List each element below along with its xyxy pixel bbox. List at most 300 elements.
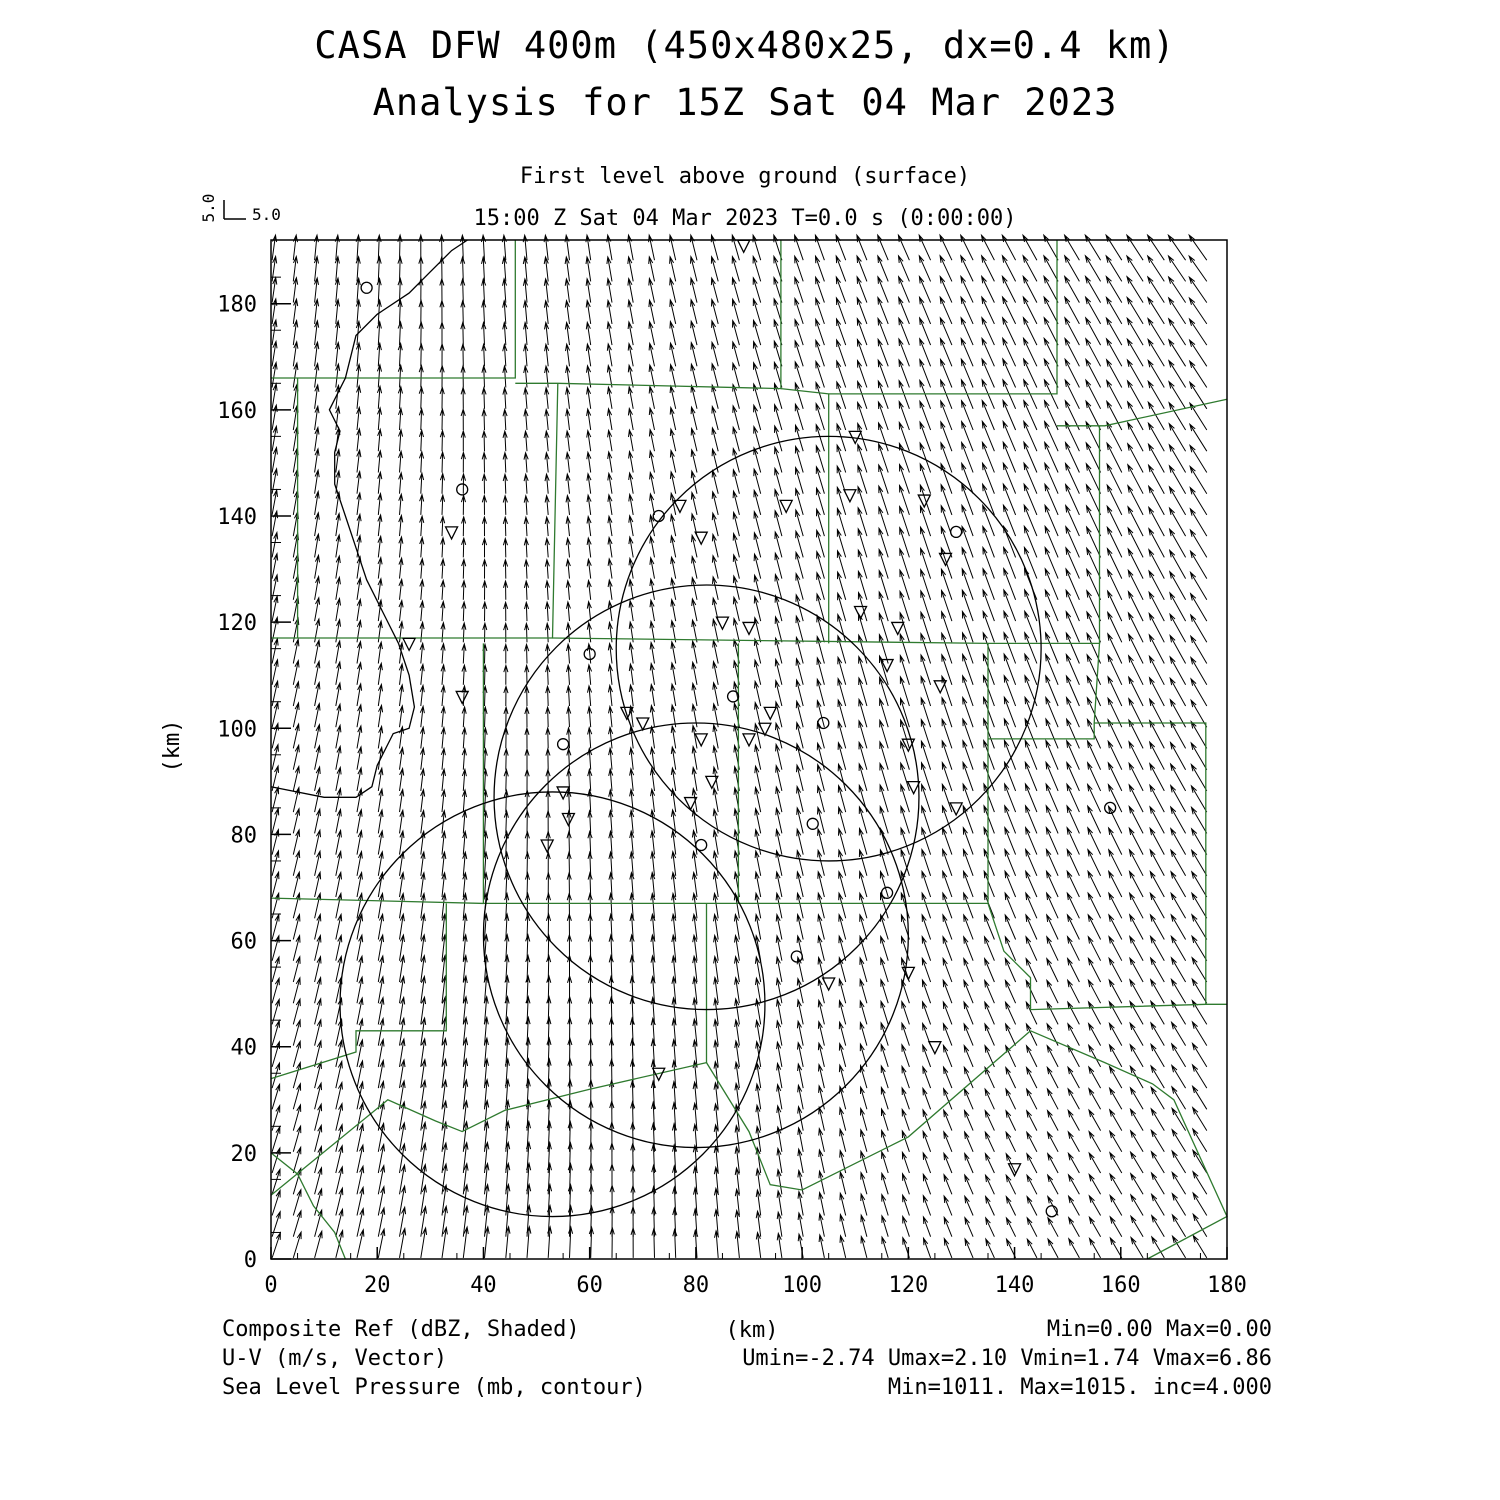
wind-vector: [671, 768, 675, 791]
wind-vector: [503, 410, 507, 431]
wind-vector: [420, 473, 424, 494]
wind-vector: [315, 619, 320, 642]
wind-vector: [1189, 298, 1206, 324]
wind-vector: [1151, 1152, 1164, 1173]
wind-vector: [964, 1046, 973, 1067]
wind-vector: [860, 958, 867, 982]
wind-vector: [272, 1021, 279, 1046]
wind-vector: [629, 580, 633, 600]
wind-vector: [524, 431, 528, 451]
wind-vector: [483, 623, 487, 642]
wind-vector: [1089, 1002, 1101, 1025]
wind-vector: [860, 893, 867, 918]
wind-vector: [1131, 1152, 1144, 1173]
wind-vector: [1131, 1238, 1143, 1258]
wind-vector: [1192, 1022, 1206, 1046]
wind-vector: [504, 790, 508, 812]
wind-vector: [1129, 828, 1143, 855]
wind-vector: [902, 1066, 909, 1088]
wind-vector: [1047, 1089, 1058, 1109]
wind-vector: [818, 1022, 824, 1046]
wind-vector: [1149, 635, 1164, 664]
wind-vector: [964, 959, 973, 982]
wind-vector: [1109, 850, 1122, 876]
wind-vector: [525, 749, 529, 770]
wind-vector: [671, 726, 676, 748]
wind-vector: [754, 512, 761, 536]
wind-vector: [902, 1131, 909, 1152]
wind-vector: [399, 685, 403, 706]
wind-vector: [1110, 1153, 1122, 1173]
wind-vector: [671, 578, 676, 599]
wind-vector: [442, 894, 446, 919]
wind-vector: [482, 538, 486, 557]
wind-vector: [314, 257, 318, 282]
wind-vector: [420, 622, 424, 642]
wind-vector: [336, 321, 340, 345]
wind-vector: [734, 619, 740, 643]
wind-vector: [293, 767, 299, 791]
wind-vector: [651, 810, 655, 833]
wind-vector: [1109, 893, 1122, 918]
wind-vector: [903, 1217, 910, 1237]
wind-vector: [1027, 1239, 1037, 1258]
wind-vector: [671, 747, 675, 770]
wind-vector: [691, 407, 697, 430]
wind-vector: [357, 663, 362, 685]
wind-vector: [315, 555, 320, 578]
wind-vector: [671, 663, 676, 685]
wind-vector: [420, 727, 424, 748]
wind-vector: [462, 707, 466, 727]
wind-vector: [881, 980, 888, 1004]
wind-vector: [733, 512, 739, 536]
wind-vector: [1027, 1111, 1037, 1131]
wind-vector: [440, 235, 444, 260]
wind-vector: [609, 727, 613, 748]
wind-vector: [649, 279, 655, 303]
wind-vector: [1002, 256, 1015, 282]
wind-vector: [545, 366, 549, 387]
wind-vector: [940, 235, 952, 260]
wind-vector: [818, 979, 824, 1003]
wind-vector: [336, 641, 341, 664]
wind-vector: [293, 1041, 300, 1067]
wind-vector: [293, 661, 299, 685]
wind-vector: [629, 601, 633, 621]
wind-vector: [378, 429, 382, 451]
wind-vector: [628, 300, 633, 324]
wind-vector: [462, 581, 466, 600]
wind-vector: [922, 980, 930, 1003]
y-tick-label: 100: [217, 717, 257, 743]
wind-vector: [315, 640, 320, 663]
field2-stats: Umin=-2.74 Umax=2.10 Vmin=1.74 Vmax=6.86: [742, 1346, 1272, 1371]
wind-vector: [1023, 235, 1037, 260]
wind-vector: [1089, 1132, 1101, 1152]
x-tick-label: 120: [888, 1273, 929, 1298]
wind-vector: [565, 301, 569, 324]
wind-vector: [713, 619, 719, 642]
wind-vector: [1131, 1131, 1144, 1152]
wind-vector: [421, 852, 425, 876]
wind-vector: [670, 451, 675, 473]
wind-vector: [628, 322, 633, 345]
wind-vector: [421, 790, 425, 812]
wind-vector: [628, 279, 633, 303]
wind-vector: [919, 256, 930, 282]
wind-vector: [649, 430, 654, 452]
wind-vector: [1068, 959, 1080, 983]
wind-vector: [1027, 1218, 1037, 1237]
wind-vector: [650, 768, 654, 791]
radar-range-rings: [340, 436, 1041, 1216]
wind-vector: [711, 257, 718, 282]
wind-vector: [462, 517, 466, 536]
wind-vector: [733, 321, 740, 346]
wind-vector: [857, 256, 867, 281]
wind-vector: [1044, 235, 1058, 260]
wind-vector: [712, 534, 718, 557]
wind-vector: [524, 560, 528, 579]
wind-vector: [1047, 937, 1058, 961]
wind-vector: [524, 410, 528, 431]
wind-vector: [378, 726, 382, 748]
wind-vector: [670, 365, 676, 388]
wind-vector: [1131, 1174, 1143, 1195]
wind-vector: [1027, 1154, 1037, 1173]
wind-vector: [272, 830, 279, 855]
wind-vector: [482, 279, 486, 303]
wind-vector: [546, 707, 550, 727]
wind-vector: [1110, 1045, 1122, 1067]
wind-vector: [293, 1190, 301, 1216]
wind-vector: [546, 665, 550, 684]
wind-vector: [461, 388, 465, 409]
wind-vector: [1149, 444, 1165, 472]
wind-vector: [1169, 319, 1186, 345]
wind-vector: [420, 559, 424, 579]
wind-vector: [588, 873, 592, 897]
wind-vector: [839, 1065, 845, 1088]
wind-vector: [965, 1175, 973, 1194]
wind-vector: [1151, 1109, 1164, 1131]
wind-vector: [712, 471, 718, 494]
wind-vector: [1088, 915, 1100, 940]
wind-vector: [878, 235, 889, 260]
wind-vector: [982, 235, 995, 260]
wind-vector: [336, 599, 341, 622]
wind-vector: [711, 278, 718, 303]
station-triangle: [716, 617, 728, 629]
station-circle: [457, 484, 468, 495]
wind-vector: [1131, 1195, 1143, 1216]
wind-vector: [1089, 1110, 1101, 1131]
wind-vector: [1193, 1193, 1207, 1216]
wind-vector: [565, 279, 569, 303]
wind-vector: [524, 453, 528, 473]
wind-vector: [588, 790, 592, 812]
wind-vector: [964, 980, 973, 1003]
wind-vector: [504, 665, 508, 684]
wind-vector: [1068, 1110, 1079, 1130]
wind-vector: [1150, 850, 1164, 876]
wind-vector: [1047, 893, 1059, 918]
y-tick-label: 0: [243, 1248, 257, 1273]
wind-vector: [1131, 1109, 1144, 1130]
wind-vector: [692, 599, 697, 621]
wind-vector: [840, 1236, 846, 1258]
wind-vector: [944, 1153, 952, 1173]
wind-vector: [336, 364, 340, 388]
wind-vector: [399, 664, 403, 685]
wind-vector: [1069, 1239, 1080, 1258]
wind-vector: [692, 683, 697, 706]
wind-vector: [565, 323, 569, 346]
wind-vector: [419, 452, 423, 473]
wind-vector: [1086, 359, 1101, 387]
wind-vector: [440, 474, 444, 494]
wind-vector: [923, 1174, 930, 1194]
wind-vector: [712, 321, 719, 345]
wind-vector: [504, 602, 508, 621]
wind-vector: [671, 557, 676, 578]
wind-vector: [293, 724, 299, 748]
wind-vector: [545, 323, 549, 346]
level-label: First level above ground (surface): [519, 164, 971, 189]
wind-vector: [378, 684, 382, 706]
wind-vector: [482, 344, 486, 366]
wind-vector: [902, 1045, 910, 1067]
wind-vector: [882, 1195, 888, 1216]
wind-vector: [881, 1088, 888, 1110]
wind-vector: [399, 516, 403, 537]
wind-vector: [1089, 1067, 1101, 1088]
wind-vector: [1068, 1067, 1079, 1088]
wind-vector: [272, 893, 279, 918]
wind-vector: [944, 1217, 952, 1236]
wind-vector: [566, 517, 570, 536]
wind-vector: [524, 323, 528, 346]
wind-vector: [628, 344, 633, 367]
wind-vector: [840, 1193, 846, 1215]
wind-vector: [902, 1088, 909, 1109]
wind-vector: [315, 428, 319, 452]
wind-vector: [1151, 1001, 1165, 1024]
station-triangle: [541, 840, 553, 852]
wind-vector: [861, 1151, 867, 1173]
wind-vector: [1048, 1132, 1059, 1152]
wind-vector: [1130, 958, 1143, 982]
wind-vector: [1130, 1045, 1143, 1067]
wind-vector: [944, 1067, 952, 1088]
x-tick-label: 40: [470, 1273, 497, 1298]
wind-vector: [922, 893, 931, 918]
wind-vector: [1089, 1024, 1101, 1046]
wind-vector: [565, 235, 570, 260]
wind-vector: [545, 602, 549, 621]
station-triangle: [738, 240, 750, 252]
wind-vector: [1068, 1132, 1079, 1152]
wind-vector: [733, 470, 739, 494]
wind-vector: [1085, 256, 1100, 282]
wind-vector: [483, 581, 487, 600]
wind-vector: [567, 894, 571, 919]
wind-vector: [1089, 1153, 1100, 1173]
wind-vector: [544, 235, 548, 260]
wind-vector: [1006, 1089, 1016, 1109]
wind-vector: [378, 579, 382, 600]
wind-vector: [692, 852, 697, 876]
wind-vector: [964, 871, 974, 897]
wind-vector: [546, 623, 550, 642]
wind-vector: [503, 344, 507, 366]
wind-vector: [523, 257, 527, 281]
wind-vector: [670, 278, 676, 302]
wind-vector: [545, 474, 549, 494]
wind-vector: [756, 1233, 760, 1258]
wind-vector: [293, 809, 299, 834]
wind-vector: [315, 683, 320, 707]
y-axis-label: (km): [160, 719, 185, 773]
wind-vector: [1069, 1175, 1080, 1194]
wind-vector: [461, 409, 465, 430]
wind-vector: [753, 342, 760, 367]
wind-vector: [1006, 1132, 1016, 1152]
wind-vector: [690, 235, 697, 260]
wind-vector: [587, 644, 591, 664]
x-tick-label: 140: [994, 1273, 1035, 1298]
station-triangle: [562, 813, 574, 825]
wind-vector: [546, 852, 550, 876]
wind-vector: [462, 749, 466, 770]
wind-vector: [1067, 893, 1079, 918]
wind-vector: [881, 1045, 888, 1067]
wind-vector: [357, 642, 362, 664]
wind-vector: [293, 936, 300, 961]
wind-vector: [1130, 980, 1143, 1003]
wind-vector: [377, 343, 381, 366]
x-tick-label: 0: [264, 1273, 278, 1298]
station-triangle: [780, 500, 792, 512]
wind-vector: [523, 279, 527, 303]
wind-vector: [482, 301, 486, 324]
wind-vector: [357, 493, 361, 515]
wind-vector: [836, 256, 846, 281]
wind-vector: [1109, 1023, 1121, 1045]
wind-vector: [546, 686, 550, 706]
pressure-contours: [271, 240, 468, 797]
wind-vector: [399, 706, 403, 727]
wind-vector: [1027, 1068, 1037, 1089]
wind-vector: [1148, 277, 1165, 303]
wind-vector: [609, 769, 613, 791]
wind-vector: [944, 1089, 952, 1110]
wind-vector: [733, 597, 739, 621]
wind-vector: [315, 767, 321, 791]
wind-vector: [1110, 1217, 1122, 1237]
wind-vector: [1005, 981, 1015, 1004]
wind-vector: [1089, 1217, 1100, 1237]
wind-vector: [546, 811, 550, 833]
wind-vector: [1193, 1108, 1207, 1131]
wind-vector: [795, 320, 803, 346]
wind-vector: [1172, 1215, 1185, 1237]
wind-vector: [839, 1022, 845, 1045]
wind-vector: [1065, 339, 1079, 367]
wind-vector: [1088, 871, 1101, 897]
wind-vector: [565, 257, 569, 281]
wind-vector: [482, 323, 486, 346]
wind-vector: [861, 1087, 867, 1109]
wind-vector: [482, 474, 486, 494]
wind-vector: [398, 344, 402, 367]
wind-vector: [588, 665, 592, 685]
wind-vector: [1151, 1130, 1164, 1152]
wind-vector: [441, 602, 445, 622]
wind-vector: [461, 431, 465, 451]
wind-vector: [1068, 1153, 1079, 1173]
plot-frame: [271, 240, 1227, 1259]
wind-vector: [650, 685, 654, 706]
wind-vector: [692, 578, 697, 600]
wind-vector: [754, 363, 761, 388]
wind-vector: [608, 686, 612, 707]
wind-vector: [629, 664, 633, 685]
wind-vector: [630, 790, 634, 813]
wind-vector: [378, 621, 382, 642]
wind-vector: [336, 746, 341, 769]
wind-vector: [525, 602, 529, 621]
wind-vector: [1193, 1044, 1207, 1067]
wind-vector: [482, 388, 486, 409]
wind-vector: [357, 450, 361, 472]
wind-vector: [650, 558, 655, 579]
wind-vector: [378, 663, 382, 685]
wind-vector: [524, 344, 528, 366]
wind-vector: [608, 665, 612, 685]
wind-vector: [753, 278, 761, 303]
y-tick-label: 160: [217, 398, 257, 424]
wind-vector: [378, 558, 382, 579]
wind-vector: [775, 426, 782, 451]
wind-vector: [1172, 1151, 1186, 1173]
wind-vector: [671, 642, 676, 664]
station-circle: [696, 840, 707, 851]
wind-vector: [1169, 277, 1186, 303]
wind-vector: [1006, 1046, 1016, 1067]
wind-vector: [713, 683, 718, 706]
wind-vector: [1109, 958, 1122, 982]
wind-vector: [356, 300, 360, 324]
wind-vector: [400, 790, 404, 813]
wind-vector: [1130, 1088, 1143, 1110]
wind-vector: [545, 410, 549, 431]
wind-vector: [691, 257, 698, 282]
wind-vector: [943, 915, 952, 940]
wind-vector: [1026, 1024, 1037, 1046]
wind-vector: [462, 623, 466, 642]
wind-vector: [587, 431, 591, 452]
wind-vector: [545, 388, 549, 409]
wind-vector: [335, 257, 339, 282]
pressure-contour-line: [271, 240, 468, 797]
wind-vector: [609, 748, 613, 770]
wind-vector: [1130, 893, 1144, 918]
wind-vector: [964, 893, 974, 918]
wind-vector: [378, 408, 382, 430]
wind-vector: [1088, 980, 1100, 1003]
